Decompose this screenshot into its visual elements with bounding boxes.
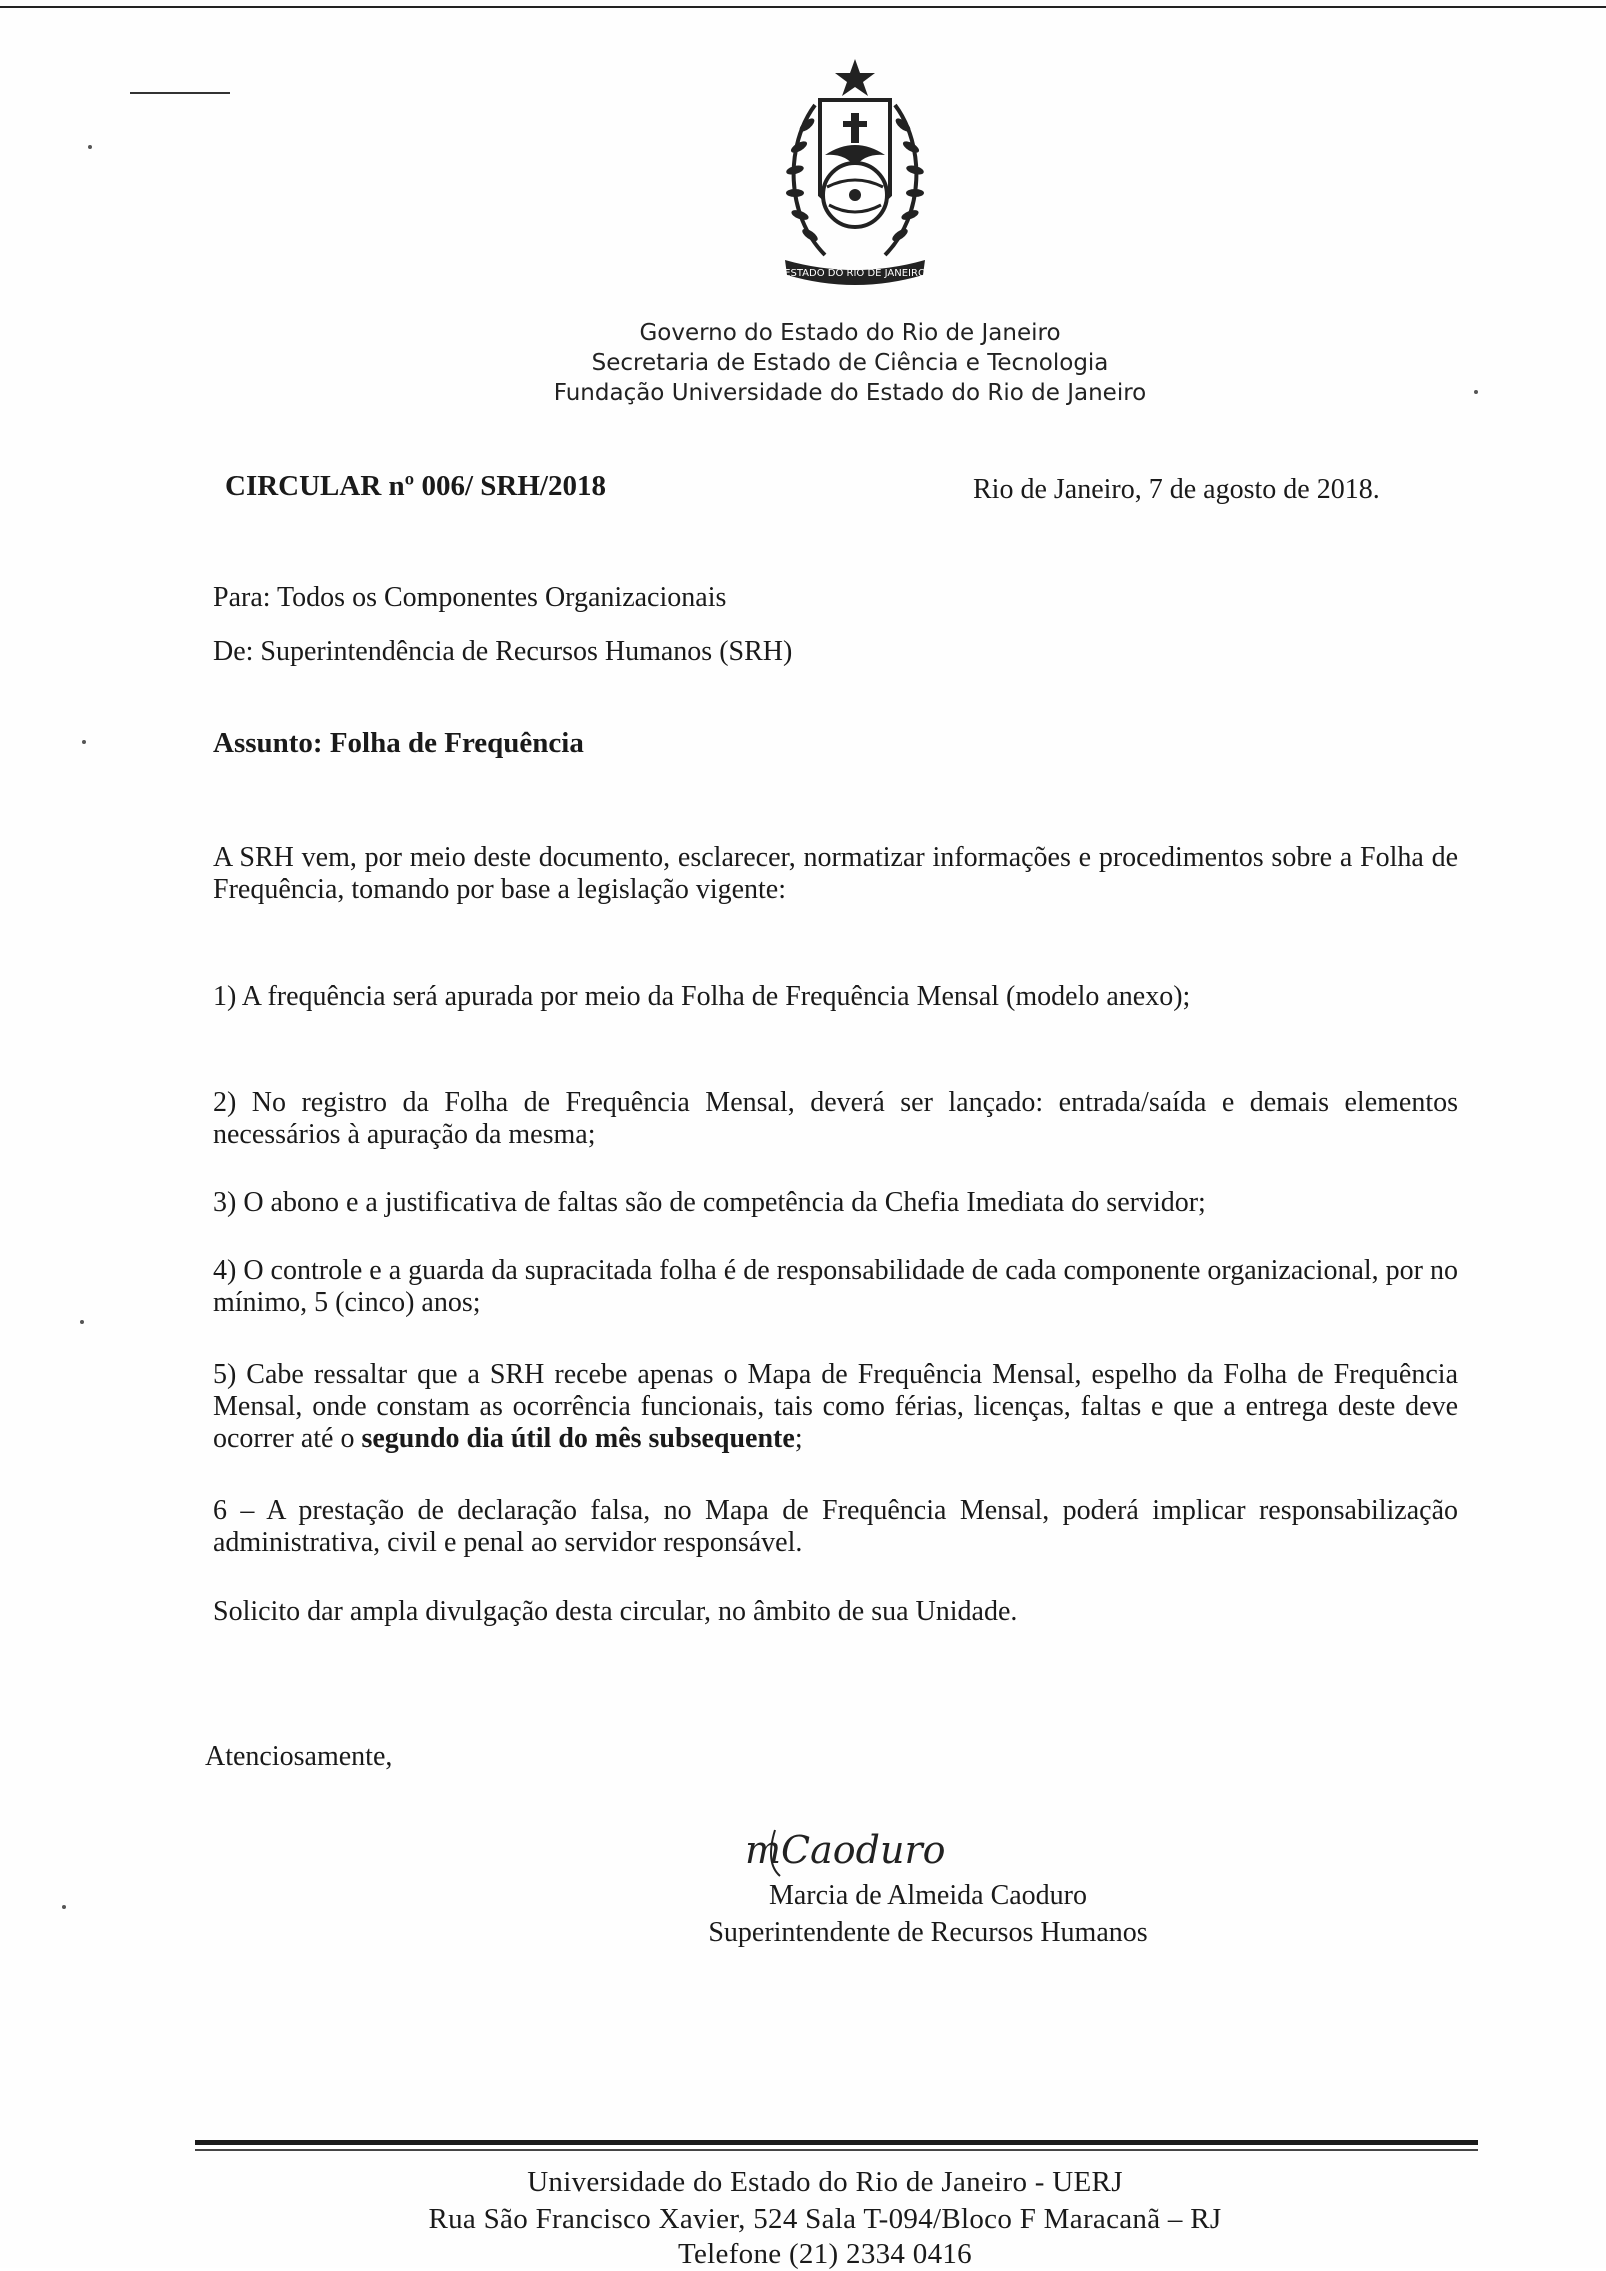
header-foundation: Fundação Universidade do Estado do Rio de Janeiro (553, 380, 1147, 406)
footer-divider-thin (195, 2149, 1478, 2151)
footer-divider (195, 2140, 1478, 2145)
sender-line: De: Superintendência de Recursos Humanos (SRH) (213, 636, 793, 667)
list-item: 4) O controle e a guarda da supracitada folha é de responsabilidade de cada componente organizacional, por no mínimo, 5 (cinco) anos; (213, 1255, 1458, 1318)
list-item: 2) No registro da Folha de Frequência Mensal, deverá ser lançado: entrada/saída e demais elementos necessários à apuração da mesma; (213, 1087, 1458, 1150)
footer-address: Rua São Francisco Xavier, 524 Sala T-094/Bloco F Maracanã – RJ (428, 2203, 1222, 2235)
top-edge-line (0, 6, 1606, 8)
list-item (213, 1359, 1458, 1455)
request-paragraph: Solicito dar ampla divulgação desta circular, no âmbito de sua Unidade. (213, 1596, 1018, 1627)
recipient-line: Para: Todos os Componentes Organizacionais (213, 582, 727, 613)
subject-line: Assunto: Folha de Frequência (213, 727, 584, 759)
list-item: 3) O abono e a justificativa de faltas são de competência da Chefia Imediata do servidor; (213, 1187, 1206, 1218)
closing-salutation: Atenciosamente, (205, 1741, 393, 1772)
institution-header (400, 318, 1300, 408)
footer-phone: Telefone (21) 2334 0416 (678, 2238, 972, 2270)
intro-paragraph: A SRH vem, por meio deste documento, esclarecer, normatizar informações e procedimentos sobre a Folha de Frequência, tomando por base a legislação vigente: (213, 842, 1458, 905)
signer-name: Marcia de Almeida Caoduro (768, 1880, 1087, 1911)
scan-speck (82, 740, 86, 744)
item5-text: 5) Cabe ressaltar que a SRH recebe apenas o Mapa de Frequência Mensal, espelho da Folha de Frequência Mensal, onde constam as ocorrência funcionais, tais como férias, licenças, faltas e que a entrega deste deve ocorrer até o (213, 1359, 1458, 1454)
svg-text:mCaoduro: mCaoduro (745, 1828, 946, 1872)
list-item: 6 – A prestação de declaração falsa, no Mapa de Frequência Mensal, poderá implicar responsabilização administrativa, civil e penal ao servidor responsável. (213, 1495, 1458, 1558)
item5-end: ; (794, 1423, 803, 1454)
list-item: 1) A frequência será apurada por meio da Folha de Frequência Mensal (modelo anexo); (213, 981, 1191, 1012)
scan-speck (62, 1905, 66, 1909)
corner-pen-mark (130, 92, 230, 94)
handwritten-signature (735, 1818, 965, 1878)
deadline-emphasis: segundo dia útil do mês subsequente (361, 1423, 795, 1454)
signer-role: Superintendente de Recursos Humanos (708, 1917, 1148, 1948)
scan-speck (88, 145, 92, 149)
circular-number: CIRCULAR nº 006/ SRH/2018 (225, 470, 606, 502)
letter-date: Rio de Janeiro, 7 de agosto de 2018. (973, 474, 1380, 505)
scan-speck (1474, 390, 1478, 394)
footer-university: Universidade do Estado do Rio de Janeiro - UERJ (527, 2166, 1123, 2198)
scan-speck (80, 1320, 84, 1324)
svg-text:ESTADO DO RIO DE JANEIRO: ESTADO DO RIO DE JANEIRO (784, 268, 926, 279)
state-coat-of-arms-icon (755, 55, 955, 295)
header-secretariat: Secretaria de Estado de Ciência e Tecnologia (591, 350, 1109, 376)
header-government: Governo do Estado do Rio de Janeiro (639, 320, 1061, 346)
